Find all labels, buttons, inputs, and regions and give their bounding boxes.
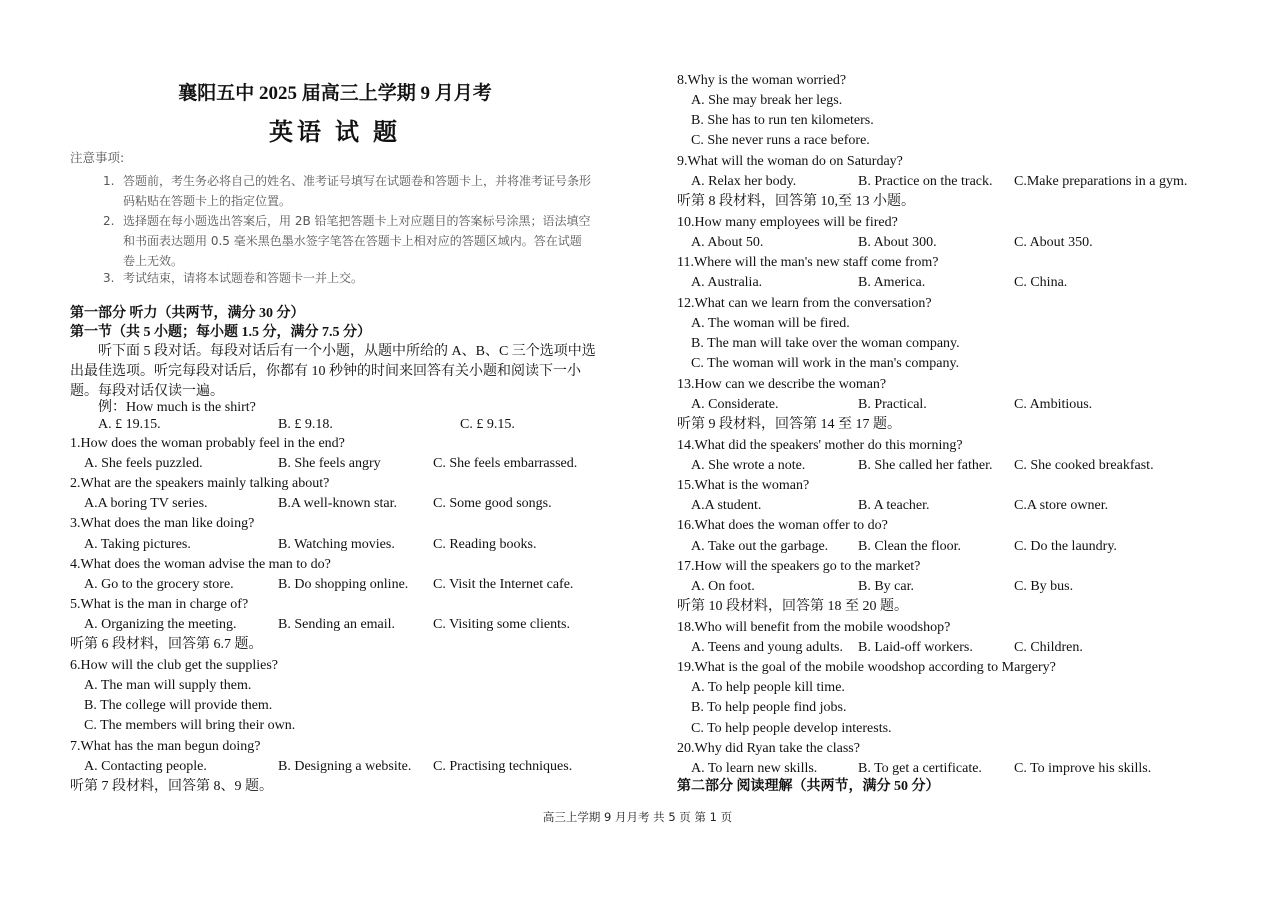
q5-option-c: C. Visiting some clients. [433,617,570,632]
question-15: 15.What is the woman? [677,478,810,493]
example-option-c: C. £ 9.15. [460,417,515,432]
q19-option-a: A. To help people kill time. [691,680,845,695]
q9-option-b: B. Practice on the track. [858,174,993,189]
question-13: 13.How can we describe the woman? [677,377,887,392]
q9-option-c: C.Make preparations in a gym. [1014,174,1188,189]
q18-option-b: B. Laid-off workers. [858,640,973,655]
question-9: 9.What will the woman do on Saturday? [677,154,903,169]
question-3: 3.What does the man like doing? [70,516,255,531]
question-8: 8.Why is the woman worried? [677,73,847,88]
question-6: 6.How will the club get the supplies? [70,658,279,673]
q20-option-c: C. To improve his skills. [1014,761,1152,776]
q2-option-a: A.A boring TV series. [84,496,208,511]
part1-title: 第一部分 听力（共两节，满分 30 分） [70,306,305,321]
q2-option-b: B.A well-known star. [278,496,397,511]
material-6-instruction: 听第 6 段材料，回答第 6.7 题。 [70,637,263,652]
q14-option-c: C. She cooked breakfast. [1014,458,1154,473]
q10-option-c: C. About 350. [1014,235,1093,250]
example-question: 例：How much is the shirt? [98,400,256,415]
subject-title: 英语 试 题 [269,120,401,146]
q7-option-b: B. Designing a website. [278,759,412,774]
q20-option-b: B. To get a certificate. [858,761,982,776]
question-10: 10.How many employees will be fired? [677,215,898,230]
question-16: 16.What does the woman offer to do? [677,518,888,533]
notice-item-1 [103,171,593,211]
q18-option-c: C. Children. [1014,640,1083,655]
material-10-instruction: 听第 10 段材料，回答第 18 至 20 题。 [677,599,908,614]
q16-option-a: A. Take out the garbage. [691,539,829,554]
q11-option-b: B. America. [858,275,926,290]
q7-option-a: A. Contacting people. [84,759,207,774]
q7-option-c: C. Practising techniques. [433,759,573,774]
question-18: 18.Who will benefit from the mobile woodshop? [677,620,951,635]
q11-option-c: C. China. [1014,275,1068,290]
question-12: 12.What can we learn from the conversation? [677,296,932,311]
q12-option-a: A. The woman will be fired. [691,316,850,331]
q4-option-a: A. Go to the grocery store. [84,577,234,592]
question-1: 1.How does the woman probably feel in the end? [70,436,345,451]
q2-option-c: C. Some good songs. [433,496,552,511]
section1-title: 第一节（共 5 小题；每小题 1.5 分，满分 7.5 分） [70,325,371,340]
q8-option-c: C. She never runs a race before. [691,133,870,148]
question-11: 11.Where will the man's new staff come from? [677,255,939,270]
question-7: 7.What has the man begun doing? [70,739,261,754]
question-20: 20.Why did Ryan take the class? [677,741,860,756]
q13-option-c: C. Ambitious. [1014,397,1093,412]
q19-option-c: C. To help people develop interests. [691,721,892,736]
q6-option-a: A. The man will supply them. [84,678,252,693]
question-2: 2.What are the speakers mainly talking about? [70,476,330,491]
q16-option-b: B. Clean the floor. [858,539,962,554]
notice-num: 1. [103,174,115,188]
q10-option-a: A. About 50. [691,235,764,250]
listening-instructions: 听下面 5 段对话。每段对话后有一个小题，从题中所给的 A、B、C 三个选项中选出最佳选项。听完每段对话后，你都有 10 秒钟的时间来回答有关小题和阅读下一小题。每段对话仅读一遍。 [70,344,596,399]
q17-option-a: A. On foot. [691,579,755,594]
example-option-b: B. £ 9.18. [278,417,333,432]
q9-option-a: A. Relax her body. [691,174,797,189]
q20-option-a: A. To learn new skills. [691,761,818,776]
q17-option-c: C. By bus. [1014,579,1074,594]
q8-option-b: B. She has to run ten kilometers. [691,113,874,128]
notice-num: 2. [103,214,115,228]
notice-item-2 [103,211,593,271]
q6-option-c: C. The members will bring their own. [84,718,296,733]
q3-option-b: B. Watching movies. [278,537,395,552]
question-5: 5.What is the man in charge of? [70,597,249,612]
q13-option-a: A. Considerate. [691,397,779,412]
q18-option-a: A. Teens and young adults. [691,640,843,655]
notice-num: 3. [103,271,115,285]
q19-option-b: B. To help people find jobs. [691,700,847,715]
school-title: 襄阳五中 2025 届高三上学期 9 月月考 [178,83,492,104]
q13-option-b: B. Practical. [858,397,927,412]
q14-option-a: A. She wrote a note. [691,458,806,473]
q8-option-a: A. She may break her legs. [691,93,843,108]
material-9-instruction: 听第 9 段材料，回答第 14 至 17 题。 [677,417,901,432]
q11-option-a: A. Australia. [691,275,763,290]
question-14: 14.What did the speakers' mother do this morning? [677,438,963,453]
question-19: 19.What is the goal of the mobile woodshop according to Margery? [677,660,1056,675]
q16-option-c: C. Do the laundry. [1014,539,1117,554]
q3-option-c: C. Reading books. [433,537,537,552]
q6-option-b: B. The college will provide them. [84,698,273,713]
q1-option-c: C. She feels embarrassed. [433,456,578,471]
q1-option-b: B. She feels angry [278,456,381,471]
q14-option-b: B. She called her father. [858,458,993,473]
q3-option-a: A. Taking pictures. [84,537,191,552]
notice-text: 答题前，考生务必将自己的姓名、准考证号填写在试题卷和答题卡上，并将准考证号条形码粘贴在答题卡上的指定位置。 [123,174,592,208]
q15-option-b: B. A teacher. [858,498,930,513]
question-17: 17.How will the speakers go to the market? [677,559,921,574]
q12-option-c: C. The woman will work in the man's company. [691,356,960,371]
example-option-a: A. £ 19.15. [98,417,161,432]
q10-option-b: B. About 300. [858,235,937,250]
q15-option-a: A.A student. [691,498,762,513]
material-7-instruction: 听第 7 段材料，回答第 8、9 题。 [70,779,273,794]
notice-text: 选择题在每小题选出答案后，用 2B 铅笔把答题卡上对应题目的答案标号涂黑；语法填空和书面表达题用 0.5 毫米黑色墨水签字笔答在答题卡上相对应的答题区域内。答在试题卷上无效。 [123,214,591,268]
q12-option-b: B. The man will take over the woman company. [691,336,960,351]
page-footer: 高三上学期 9 月月考 共 5 页 第 1 页 [542,810,733,824]
q5-option-b: B. Sending an email. [278,617,396,632]
material-8-instruction: 听第 8 段材料，回答第 10,至 13 小题。 [677,194,915,209]
q4-option-b: B. Do shopping online. [278,577,409,592]
part2-title: 第二部分 阅读理解（共两节，满分 50 分） [677,779,940,794]
q4-option-c: C. Visit the Internet cafe. [433,577,574,592]
notice-heading: 注意事项: [70,150,125,165]
q17-option-b: B. By car. [858,579,914,594]
q15-option-c: C.A store owner. [1014,498,1109,513]
notice-text: 考试结束，请将本试题卷和答题卡一并上交。 [123,271,364,285]
notice-item-3 [103,268,593,288]
q5-option-a: A. Organizing the meeting. [84,617,237,632]
question-4: 4.What does the woman advise the man to do? [70,557,331,572]
q1-option-a: A. She feels puzzled. [84,456,203,471]
